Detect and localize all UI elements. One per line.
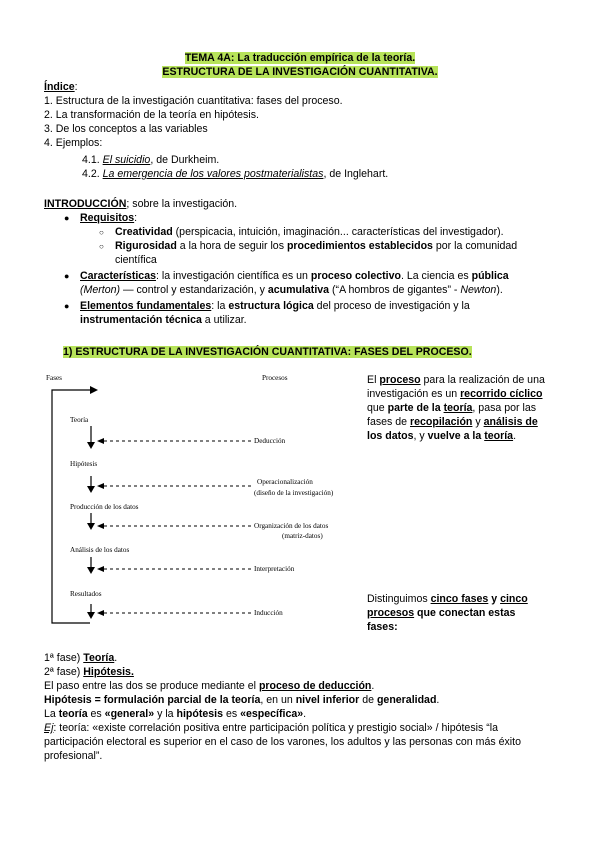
proceso-induccion: Inducción	[254, 609, 283, 617]
elementos-line2: instrumentación técnica a utilizar.	[80, 314, 247, 326]
elementos-line: Elementos fundamentales: la estructura lógica del proceso de investigación y la	[80, 300, 470, 312]
side-line-2: investigación es un recorrido cíclico	[367, 388, 543, 400]
requisitos-label: Requisitos:	[80, 212, 138, 224]
deduccion-line: El paso entre las dos se produce mediante el proceso de deducción.	[44, 680, 375, 692]
circle-bullet-icon: ○	[99, 242, 104, 251]
fase1-line: 1ª fase) Teoría.	[44, 652, 118, 664]
diagram-col-fases: Fases	[46, 374, 62, 382]
proceso-matriz: (matriz-datos)	[282, 532, 323, 540]
intro-heading: INTRODUCCIÓN; sobre la investigación.	[44, 198, 238, 210]
fase-produccion: Producción de los datos	[70, 503, 139, 511]
doc-title-line1: TEMA 4A: La traducción empírica de la teoría.	[184, 52, 416, 64]
fase-analisis: Análisis de los datos	[70, 546, 130, 554]
fase-resultados: Resultados	[70, 590, 102, 598]
side-distinguimos-1: Distinguimos cinco fases y cinco	[367, 593, 528, 605]
fase2-line: 2ª fase) Hipótesis.	[44, 666, 134, 678]
side-distinguimos-3: fases:	[367, 621, 398, 633]
fase-teoria: Teoría	[70, 416, 89, 424]
caracteristicas-line: Características: la investigación científica es un proceso colectivo. La ciencia es pública	[80, 270, 509, 282]
rigurosidad-line: Rigurosidad a la hora de seguir los procedimientos establecidos por la comunidad	[115, 240, 518, 252]
proceso-diseno: (diseño de la investigación)	[254, 489, 334, 497]
bullet-icon: ●	[64, 213, 70, 223]
index-item-2: 2. La transformación de la teoría en hipótesis.	[44, 109, 259, 121]
side-distinguimos-2: procesos que conectan estas	[367, 607, 516, 619]
rigurosidad-line2: científica	[115, 254, 157, 266]
index-heading: Índice:	[44, 81, 78, 93]
process-diagram	[44, 368, 364, 636]
bullet-icon: ●	[64, 271, 70, 281]
index-sub-2: 4.2. La emergencia de los valores postmaterialistas, de Inglehart.	[82, 168, 389, 180]
proceso-operacionalizacion: Operacionalización	[257, 478, 313, 486]
example-line-1: Ej: teoría: «existe correlación positiva entre participación política y prestigio social» / hipótesis “la	[44, 722, 498, 734]
circle-bullet-icon: ○	[99, 228, 104, 237]
proceso-organizacion: Organización de los datos	[254, 522, 329, 530]
index-item-1: 1. Estructura de la investigación cuantitativa: fases del proceso.	[44, 95, 343, 107]
creatividad-line: Creatividad (perspicacia, intuición, imaginación... características del investigador).	[115, 226, 504, 238]
doc-title-line2: ESTRUCTURA DE LA INVESTIGACIÓN CUANTITATIVA.	[162, 66, 438, 78]
section1-heading: 1) ESTRUCTURA DE LA INVESTIGACIÓN CUANTITATIVA: FASES DEL PROCESO.	[63, 346, 472, 358]
side-line-4: fases de recopilación y análisis de	[367, 416, 538, 428]
side-line-3: que parte de la teoría, pasa por las	[367, 402, 537, 414]
caracteristicas-line2: (Merton) — control y estandarización, y acumulativa (“A hombros de gigantes” - Newton).	[80, 284, 503, 296]
proceso-deduccion: Deducción	[254, 437, 286, 445]
side-line-1: El proceso para la realización de una	[367, 374, 545, 386]
example-line-2: participación electoral es superior en el caso de los varones, los adultos y las personas con más éxito	[44, 736, 521, 748]
index-item-3: 3. De los conceptos a las variables	[44, 123, 208, 135]
index-item-4: 4. Ejemplos:	[44, 137, 103, 149]
diagram-col-procesos: Procesos	[262, 374, 288, 382]
general-especifica-line: La teoría es «general» y la hipótesis es «específica».	[44, 708, 307, 720]
index-sub-1: 4.1. El suicidio, de Durkheim.	[82, 154, 220, 166]
bullet-icon: ●	[64, 301, 70, 311]
fase-hipotesis: Hipótesis	[70, 460, 98, 468]
side-line-5: los datos, y vuelve a la teoría.	[367, 430, 517, 442]
hipotesis-definition: Hipótesis = formulación parcial de la teoría, en un nivel inferior de generalidad.	[44, 694, 440, 706]
proceso-interpretacion: Interpretación	[254, 565, 295, 573]
example-line-3: profesional”.	[44, 750, 103, 762]
